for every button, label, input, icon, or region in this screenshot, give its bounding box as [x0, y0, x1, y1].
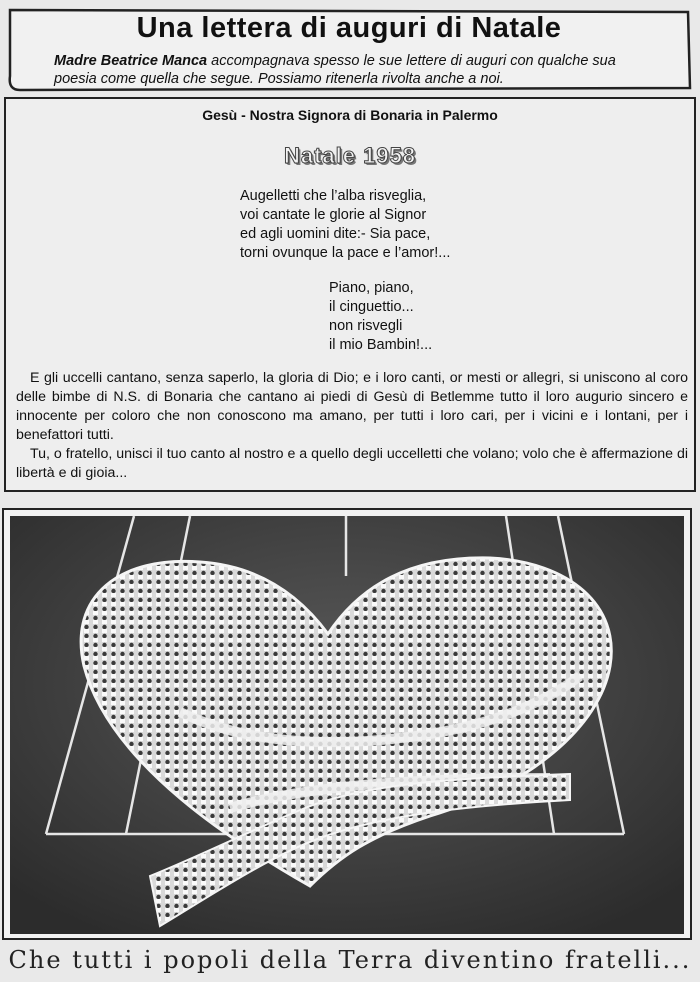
poem-line: non risvegli: [329, 318, 403, 334]
letter-heading: Gesù - Nostra Signora di Bonaria in Palermo: [202, 107, 498, 123]
poem-line: torni ovunque la pace e l’amor!...: [240, 245, 451, 261]
poem-line: ed agli uomini dite:- Sia pace,: [240, 226, 431, 242]
letter-prose: [16, 369, 688, 483]
intro-text: accompagnava spesso le sue lettere di auguri con qualche sua poesia come quella che segue. Possiamo ritenerla rivolta anche a noi.: [54, 53, 616, 87]
poem-line: voi cantate le glorie al Signor: [240, 207, 427, 223]
poem-line: il cinguettio...: [329, 299, 414, 315]
poem-line: Augelletti che l’alba risveglia,: [240, 188, 427, 204]
poem-line: Piano, piano,: [329, 280, 414, 296]
author-name: Madre Beatrice Manca: [54, 53, 208, 69]
letter-box: [4, 97, 696, 492]
prose-paragraph-2: Tu, o fratello, unisci il tuo canto al nostro e a quello degli uccelletti che volano; volo che è affermazione di libertà e di gioia...: [16, 446, 688, 481]
letter-date-title: Natale 1958: [283, 143, 417, 168]
poem-stanza-1: [240, 187, 450, 263]
poem-stanza-2: [329, 279, 432, 355]
photo-frame: [2, 508, 692, 940]
intro-paragraph: [54, 52, 662, 88]
page-caption: Che tutti i popoli della Terra diventino fratelli...: [8, 946, 692, 974]
poem-line: il mio Bambin!...: [329, 337, 433, 353]
page-title: Una lettera di auguri di Natale: [136, 12, 562, 44]
title-banner: [6, 6, 692, 92]
prose-paragraph-1: E gli uccelli cantano, senza saperlo, la gloria di Dio; e i loro canti, or mesti or allegri, si uniscono al coro delle bimbe di N.S. di Bonaria che cantano ai piedi di Gesù di Betlemme tutto il loro augurio sincero e innocente per coloro che non conoscono ma amano, per tutti i loro cari, per i vicini e i lontani, per i benefattori tutti.: [16, 370, 688, 443]
heart-crowd-photo: [10, 516, 684, 934]
